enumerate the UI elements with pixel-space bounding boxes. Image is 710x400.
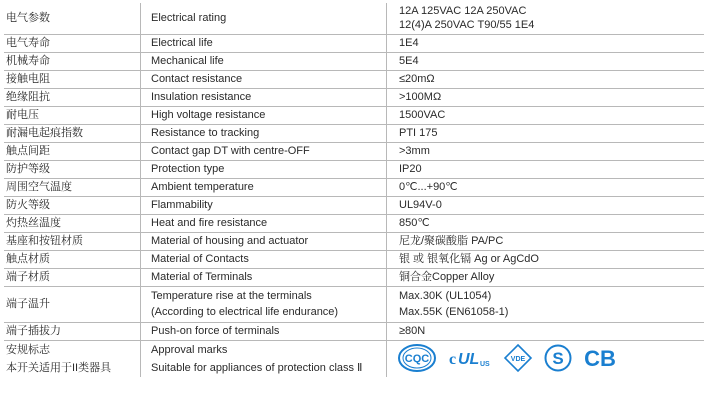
param-en: Electrical rating xyxy=(140,3,386,34)
table-row xyxy=(4,143,704,161)
param-value: 850℃ xyxy=(386,215,704,232)
svg-text:c: c xyxy=(449,351,457,368)
svg-text:CB: CB xyxy=(584,346,616,371)
param-en: Approval marks xyxy=(140,341,386,359)
param-value: ≤20mΩ xyxy=(386,71,704,88)
param-en: Resistance to tracking xyxy=(140,125,386,142)
table-row xyxy=(4,53,704,71)
param-en: Push-on force of terminals xyxy=(140,323,386,340)
param-value: UL94V-0 xyxy=(386,197,704,214)
param-cn: 触点材质 xyxy=(6,253,50,265)
ul-recognized-mark-icon xyxy=(447,343,493,373)
spec-table xyxy=(4,3,704,377)
param-cn: 耐漏电起痕指数 xyxy=(6,127,83,139)
param-en: Insulation resistance xyxy=(140,89,386,106)
param-value: 尼龙/聚碳酸脂 PA/PC xyxy=(386,233,704,250)
value-line: Max.30K (UL1054) xyxy=(399,290,492,302)
table-row xyxy=(4,125,704,143)
param-cn: 电气寿命 xyxy=(6,37,50,49)
param-cn: 防护等级 xyxy=(6,163,50,175)
param-cn: 接触电阻 xyxy=(6,73,50,85)
param-value: PTI 175 xyxy=(386,125,704,142)
param-value: 5E4 xyxy=(386,53,704,70)
table-row xyxy=(4,35,704,53)
param-value: >100MΩ xyxy=(386,89,704,106)
table-row xyxy=(4,233,704,251)
vde-mark-icon xyxy=(503,343,533,373)
table-row xyxy=(4,89,704,107)
param-cn: 基座和按钮材质 xyxy=(6,235,83,247)
param-en-line: (According to electrical life endurance) xyxy=(151,306,339,318)
svg-text:VDE: VDE xyxy=(510,356,526,363)
param-value: 银 或 银氧化镉 Ag or AgCdO xyxy=(386,251,704,268)
table-row xyxy=(4,323,704,341)
param-value: >3mm xyxy=(386,143,704,160)
param-en: Material of Contacts xyxy=(140,251,386,268)
param-en-line: Temperature rise at the terminals xyxy=(151,290,312,302)
param-cn: 电气参数 xyxy=(6,12,50,24)
param-cn: 耐电压 xyxy=(6,109,39,121)
param-cn: 端子温升 xyxy=(6,298,50,310)
param-en: Electrical life xyxy=(140,35,386,52)
param-en: Suitable for appliances of protection class Ⅱ xyxy=(140,359,386,377)
param-en xyxy=(140,287,386,322)
table-row xyxy=(4,287,704,323)
table-row xyxy=(4,107,704,125)
table-row xyxy=(4,197,704,215)
param-value: ≥80N xyxy=(386,323,704,340)
param-cn: 机械寿命 xyxy=(6,55,50,67)
value-line: 12(4)A 250VAC T90/55 1E4 xyxy=(399,19,535,31)
param-cn: 防火等级 xyxy=(6,199,50,211)
cqc-mark-icon xyxy=(397,343,437,373)
param-en: Contact resistance xyxy=(140,71,386,88)
param-cn: 端子插拔力 xyxy=(6,325,61,337)
value-line: 12A 125VAC 12A 250VAC xyxy=(399,5,527,17)
table-row xyxy=(4,215,704,233)
svg-text:UL: UL xyxy=(458,351,480,368)
svg-text:S: S xyxy=(552,349,564,368)
table-row xyxy=(4,179,704,197)
param-en: Protection type xyxy=(140,161,386,178)
param-value xyxy=(386,3,704,34)
param-value: 0℃...+90℃ xyxy=(386,179,704,196)
cqc-mark-text: CQC xyxy=(404,353,430,365)
param-en: High voltage resistance xyxy=(140,107,386,124)
param-en: Ambient temperature xyxy=(140,179,386,196)
svg-text:US: US xyxy=(480,361,490,368)
param-value: 1500VAC xyxy=(386,107,704,124)
param-cn: 本开关适用于II类器具 xyxy=(6,361,112,374)
param-cn: 绝缘阻抗 xyxy=(6,91,50,103)
table-row xyxy=(4,161,704,179)
param-cn: 灼热丝温度 xyxy=(6,217,61,229)
param-value: 1E4 xyxy=(386,35,704,52)
param-cn: 周围空气温度 xyxy=(6,181,72,193)
param-en: Material of Terminals xyxy=(140,269,386,286)
param-value: IP20 xyxy=(386,161,704,178)
s-mark-icon xyxy=(543,343,573,373)
param-en: Contact gap DT with centre-OFF xyxy=(140,143,386,160)
param-cn: 安规标志 xyxy=(6,343,50,356)
table-row xyxy=(4,3,704,35)
param-en: Flammability xyxy=(140,197,386,214)
table-row xyxy=(4,269,704,287)
table-row xyxy=(4,71,704,89)
param-value xyxy=(386,341,704,371)
cb-mark-icon xyxy=(583,343,617,373)
param-cn: 触点间距 xyxy=(6,145,50,157)
approval-marks xyxy=(397,343,617,373)
param-en: Mechanical life xyxy=(140,53,386,70)
param-en: Material of housing and actuator xyxy=(140,233,386,250)
table-row xyxy=(4,251,704,269)
param-value xyxy=(386,287,704,322)
param-cn: 端子材质 xyxy=(6,271,50,283)
value-line: Max.55K (EN61058-1) xyxy=(399,306,509,318)
param-value: 铜合金Copper Alloy xyxy=(386,269,704,286)
param-en: Heat and fire resistance xyxy=(140,215,386,232)
